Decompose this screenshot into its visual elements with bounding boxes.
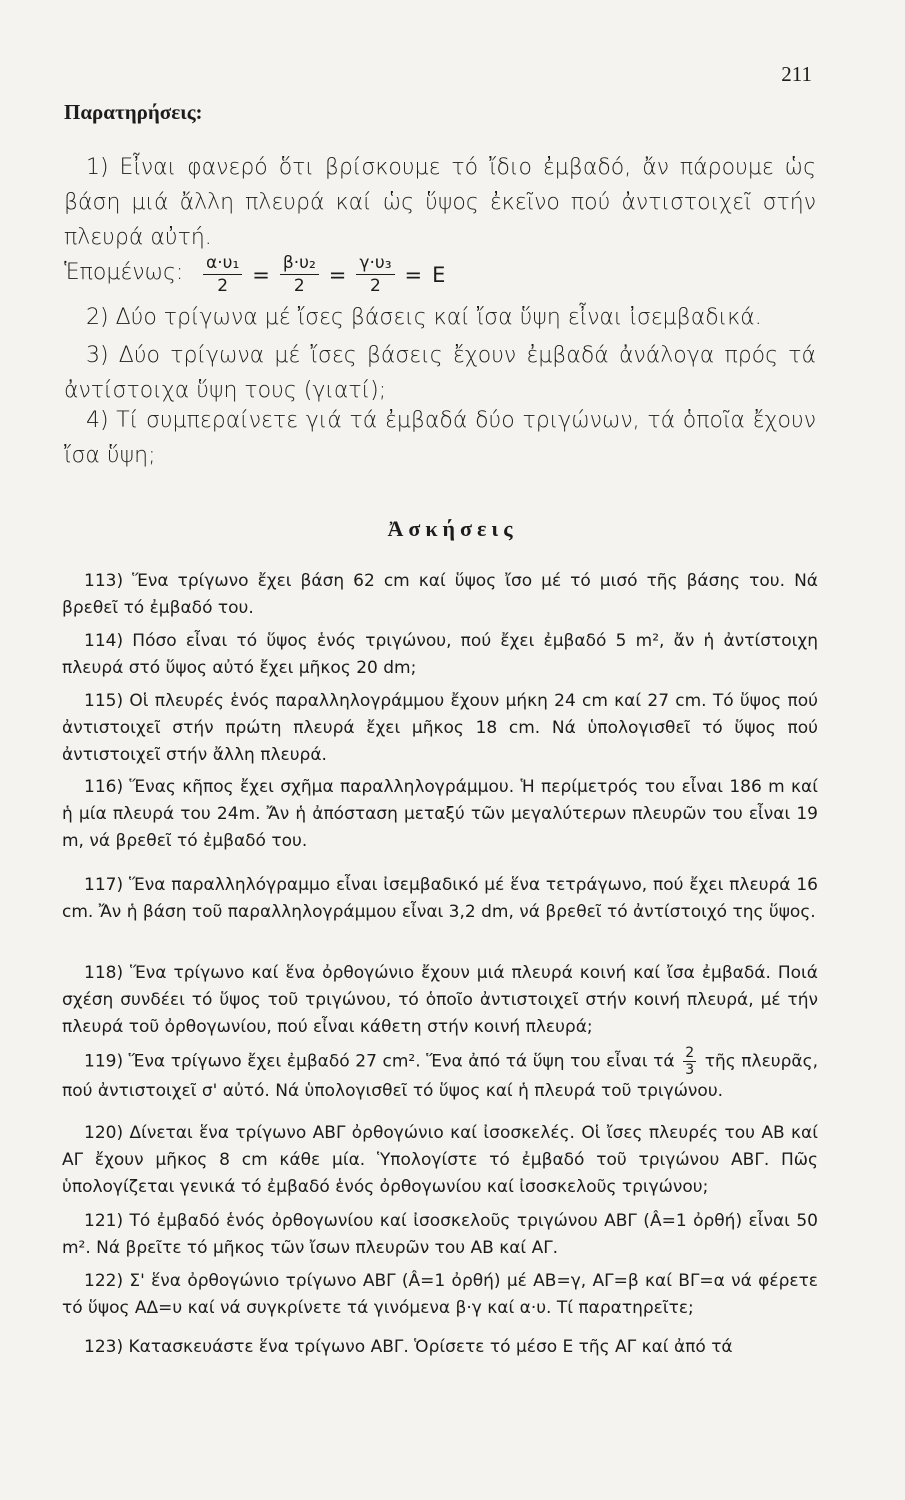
exercise-120: 120) Δίνεται ἕνα τρίγωνο ΑΒΓ ὀρθογώνιο καί ἰσοσκελές. Οἱ ἴσες πλευρές του ΑΒ καί ΑΓ ἔχουν μῆκος 8 cm κάθε μία. Ὑπολογίστε τό ἐμβαδό τοῦ τριγώνου ΑΒΓ. Πῶς ὑπολογίζεται γενικά τό ἐμβαδό ἑνός ὀρθογωνίου καί ἰσοσκελοῦς τριγώνου; [62,1123,818,1197]
exercise-113: 113) Ἕνα τρίγωνο ἔχει βάση 62 cm καί ὕψος ἴσο μέ τό μισό τῆς βάσης του. Νά βρεθεῖ τό ἐμβαδό του. [62,571,818,618]
page-number: 211 [781,62,812,86]
observations-heading: Παρατηρήσεις: [64,100,203,124]
exercise-117: 117) Ἕνα παραλληλόγραμμο εἶναι ἰσεμβαδικό μέ ἕνα τετράγωνο, πού ἔχει πλευρά 16 cm. Ἄν ἡ βάση τοῦ παραλληλογράμμου εἶναι 3,2 dm, νά βρεθεῖ τό ἀντίστοιχό της ὕψος. [62,875,818,922]
exercise-115: 115) Οἱ πλευρές ἑνός παραλληλογράμμου ἔχουν μήκη 24 cm καί 27 cm. Τό ὕψος πού ἀντιστοιχεῖ στήν πρώτη πλευρά ἔχει μῆκος 18 cm. Νά ὑπολογισθεῖ τό ὕψος πού ἀντιστοιχεῖ στήν ἄλλη πλευρά. [62,691,818,765]
formula-term-3: $\frac{\text{γ·υ₃}}{2}$ [356,252,394,297]
formula-equals-1: = [252,262,270,287]
exercise-118: 118) Ἕνα τρίγωνο καί ἕνα ὀρθογώνιο ἔχουν μιά πλευρά κοινή καί ἴσα ἐμβαδά. Ποιά σχέση συνδέει τό ὕψος τοῦ τριγώνου, τό ὁποῖο ἀντιστοιχεῖ στήν κοινή πλευρά, μέ τήν πλευρά τοῦ ὀρθογωνίου, πού εἶναι κάθετη στήν κοινή πλευρά; [62,963,818,1037]
observation-1-therefore: Ἑπομένως: [64,260,184,285]
exercises-heading: Ἀσκήσεις [387,516,518,541]
exercise-123: 123) Κατασκευάστε ἕνα τρίγωνο ΑΒΓ. Ὁρίσετε τό μέσο Ε τῆς ΑΓ καί ἀπό τά [84,1337,733,1357]
observation-4: 4) Τί συμπεραίνετε γιά τά ἐμβαδά δύο τριγώνων, τά ὁποῖα ἔχουν ἴσα ὕψη; [64,408,816,468]
formula-equals-2: = [328,262,347,287]
observation-2: 2) Δύο τρίγωνα μέ ἴσες βάσεις καί ἴσα ὕψη εἶναι ἰσεμβαδικά. [86,305,762,330]
exercise-116: 116) Ἕνας κῆπος ἔχει σχῆμα παραλληλογράμμου. Ἡ περίμετρός του εἶναι 186 m καί ἡ μία πλευρά του 24m. Ἄν ἡ ἀπόσταση μεταξύ τῶν μεγαλύτερων πλευρῶν του εἶναι 19 m, νά βρεθεῖ τό ἐμβαδό του. [62,777,818,851]
exercise-121: 121) Τό ἐμβαδό ἑνός ὀρθογωνίου καί ἰσοσκελοῦς τριγώνου ΑΒΓ (Â=1 ὀρθή) εἶναι 50 m². Νά βρεῖτε τό μῆκος τῶν ἴσων πλευρῶν του ΑΒ καί ΑΓ. [62,1211,818,1258]
exercise-114: 114) Πόσο εἶναι τό ὕψος ἑνός τριγώνου, πού ἔχει ἐμβαδό 5 m², ἄν ἡ ἀντίστοιχη πλευρά στό ὕψος αὐτό ἔχει μῆκος 20 dm; [62,631,818,678]
exercise-122: 122) Σ' ἕνα ὀρθογώνιο τρίγωνο ΑΒΓ (Â=1 ὀρθή) μέ ΑΒ=γ, ΑΓ=β καί ΒΓ=α νά φέρετε τό ὕψος ΑΔ=υ καί νά συγκρίνετε τά γινόμενα β·γ καί α·υ. Τί παρατηρεῖτε; [62,1271,818,1318]
observation-3: 3) Δύο τρίγωνα μέ ἴσες βάσεις ἔχουν ἐμβαδά ἀνάλογα πρός τά ἀντίστοιχα ὕψη τους (γιατί); [64,343,816,403]
formula-result: E [432,262,446,287]
exercise-119: 119) Ἕνα τρίγωνο ἔχει ἐμβαδό 27 cm². Ἕνα ἀπό τά ὕψη του εἶναι τά $\frac{2}{3}$ τῆς πλευρᾶς, πού ἀντιστοιχεῖ σ' αὐτό. Νά ὑπολογισθεῖ τό ὕψος καί ἡ πλευρά τοῦ τριγώνου. [62,1045,818,1101]
formula-equals-3: = [404,262,423,287]
area-formula [203,252,445,297]
formula-term-2: $\frac{\text{β·υ₂}}{2}$ [280,252,319,297]
observation-1-text: 1) Εἶναι φανερό ὅτι βρίσκουμε τό ἴδιο ἐμβαδό, ἄν πάρουμε ὡς βάση μιά ἄλλη πλευρά καί ὡς ὕψος ἐκεῖνο πού ἀντιστοιχεῖ στήν πλευρά αὐτή. [64,155,816,250]
two-thirds-fraction: $\frac{2}{3}$ [685,1045,695,1078]
formula-term-1: $\frac{\text{α·υ₁}}{2}$ [203,252,242,297]
